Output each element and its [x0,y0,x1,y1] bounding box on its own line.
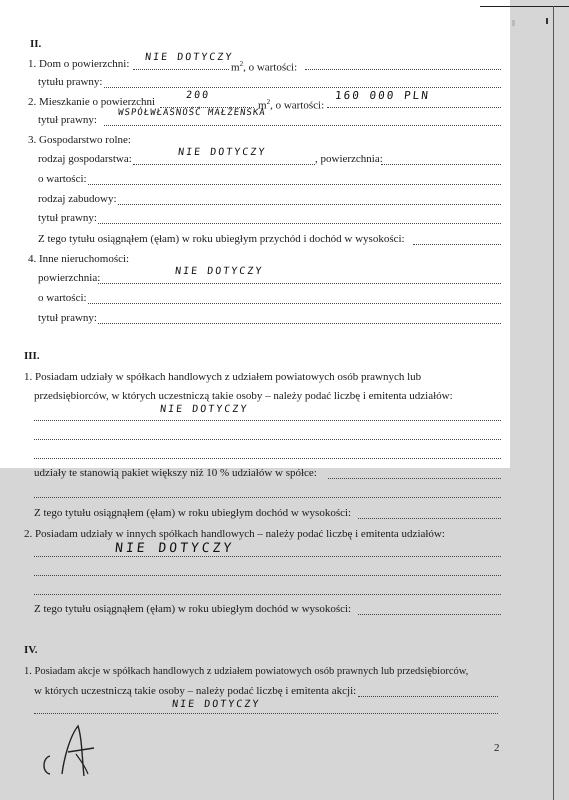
dotted-line [98,283,501,284]
section-heading-iv: IV. [24,644,38,656]
house-unit: $m^2$, o wartości: [231,60,298,74]
stocks-line-1: 1. Posiadam akcje w spółkach handlowych z udziałem powiatowych osób prawnych lub przedsiębiorców, [24,666,469,677]
section-heading-ii: II. [30,38,42,50]
dotted-line [358,696,498,697]
shares-line-1: 1. Posiadam udziały w spółkach handlowych z udziałem powiatowych osób prawnych lub [24,371,422,383]
shares-income-label: Z tego tytułu osiągnąłem (ęłam) w roku ubiegłym dochód w wysokości: [34,507,352,519]
handwritten-flat-title: WSPÓŁWŁASNOŚĆ MAŁŻEŃSKA [117,108,267,118]
handwritten-other-shares: NIE DOTYCZY [114,541,235,556]
farm-label: 3. Gospodarstwo rolne: [28,134,131,146]
house-area-label: 1. Dom o powierzchni: [28,58,130,70]
dotted-line [34,458,501,459]
farm-title-label: tytuł prawny: [38,212,97,224]
dotted-line [34,439,501,440]
flat-unit: $m^2$, o wartości: [258,98,325,112]
dotted-line [104,125,501,126]
dotted-line [34,556,501,557]
dotted-line [413,244,501,245]
other-shares-income-label: Z tego tytułu osiągnąłem (ęłam) w roku ubiegłym dochód w wysokości: [34,603,352,615]
other-area-label: powierzchnia: [38,272,101,284]
dotted-line [328,478,501,479]
dotted-line [34,713,498,714]
stocks-line-2: w których uczestniczą takie osoby – należy podać liczbę i emitenta akcji: [34,685,357,697]
dotted-line [118,204,501,205]
dotted-line [133,69,229,70]
initials-signature [38,718,98,780]
flat-area-label: 2. Mieszkanie o powierzchni [28,96,156,108]
dotted-line [358,518,501,519]
other-title-label: tytuł prawny: [38,312,97,324]
dotted-line [98,323,501,324]
handwritten-shares: NIE DOTYCZY [159,404,249,415]
dotted-line [98,223,501,224]
dotted-line [305,69,501,70]
dotted-line [358,614,501,615]
handwritten-farm-type: NIE DOTYCZY [177,147,267,158]
farm-buildings-label: rodzaj zabudowy: [38,193,117,205]
dotted-line [104,87,501,88]
shares-line-2: przedsiębiorców, w których uczestniczą takie osoby – należy podać liczbę i emitenta udziałów: [34,390,453,402]
other-shares-label: 2. Posiadam udziały w innych spółkach handlowych – należy podać liczbę i emitenta udziałów: [24,528,445,540]
page-number: 2 [494,742,500,754]
dotted-line [327,107,501,108]
dotted-line [381,164,501,165]
handwritten-other-area: NIE DOTYCZY [174,266,264,277]
section-heading-iii: III. [24,350,40,362]
other-property-label: 4. Inne nieruchomości: [28,253,130,265]
flat-title-label: tytuł prawny: [38,114,97,126]
farm-income-label: Z tego tytułu osiągnąłem (ęłam) w roku ubiegłym przychód i dochód w wysokości: [38,233,405,245]
dotted-line [34,497,501,498]
handwritten-flat-value: 160 000 PLN [334,89,431,102]
dotted-line [133,164,315,165]
handwritten-stocks: NIE DOTYCZY [171,699,261,710]
shares-packet-label: udziały te stanowią pakiet większy niż 10 % udziałów w spółce: [34,467,317,479]
dotted-line [34,575,501,576]
farm-value-label: o wartości: [38,173,87,185]
other-value-label: o wartości: [38,292,87,304]
dotted-line [34,594,501,595]
dotted-line [88,184,501,185]
dotted-line [34,420,501,421]
handwritten-house-area: NIE DOTYCZY [144,52,234,63]
farm-area-label: , powierzchnia: [315,153,383,165]
dotted-line [88,303,501,304]
house-title-label: tytułu prawny: [38,76,103,88]
handwritten-flat-area: 200 [185,90,211,101]
farm-type-label: rodzaj gospodarstwa: [38,153,132,165]
